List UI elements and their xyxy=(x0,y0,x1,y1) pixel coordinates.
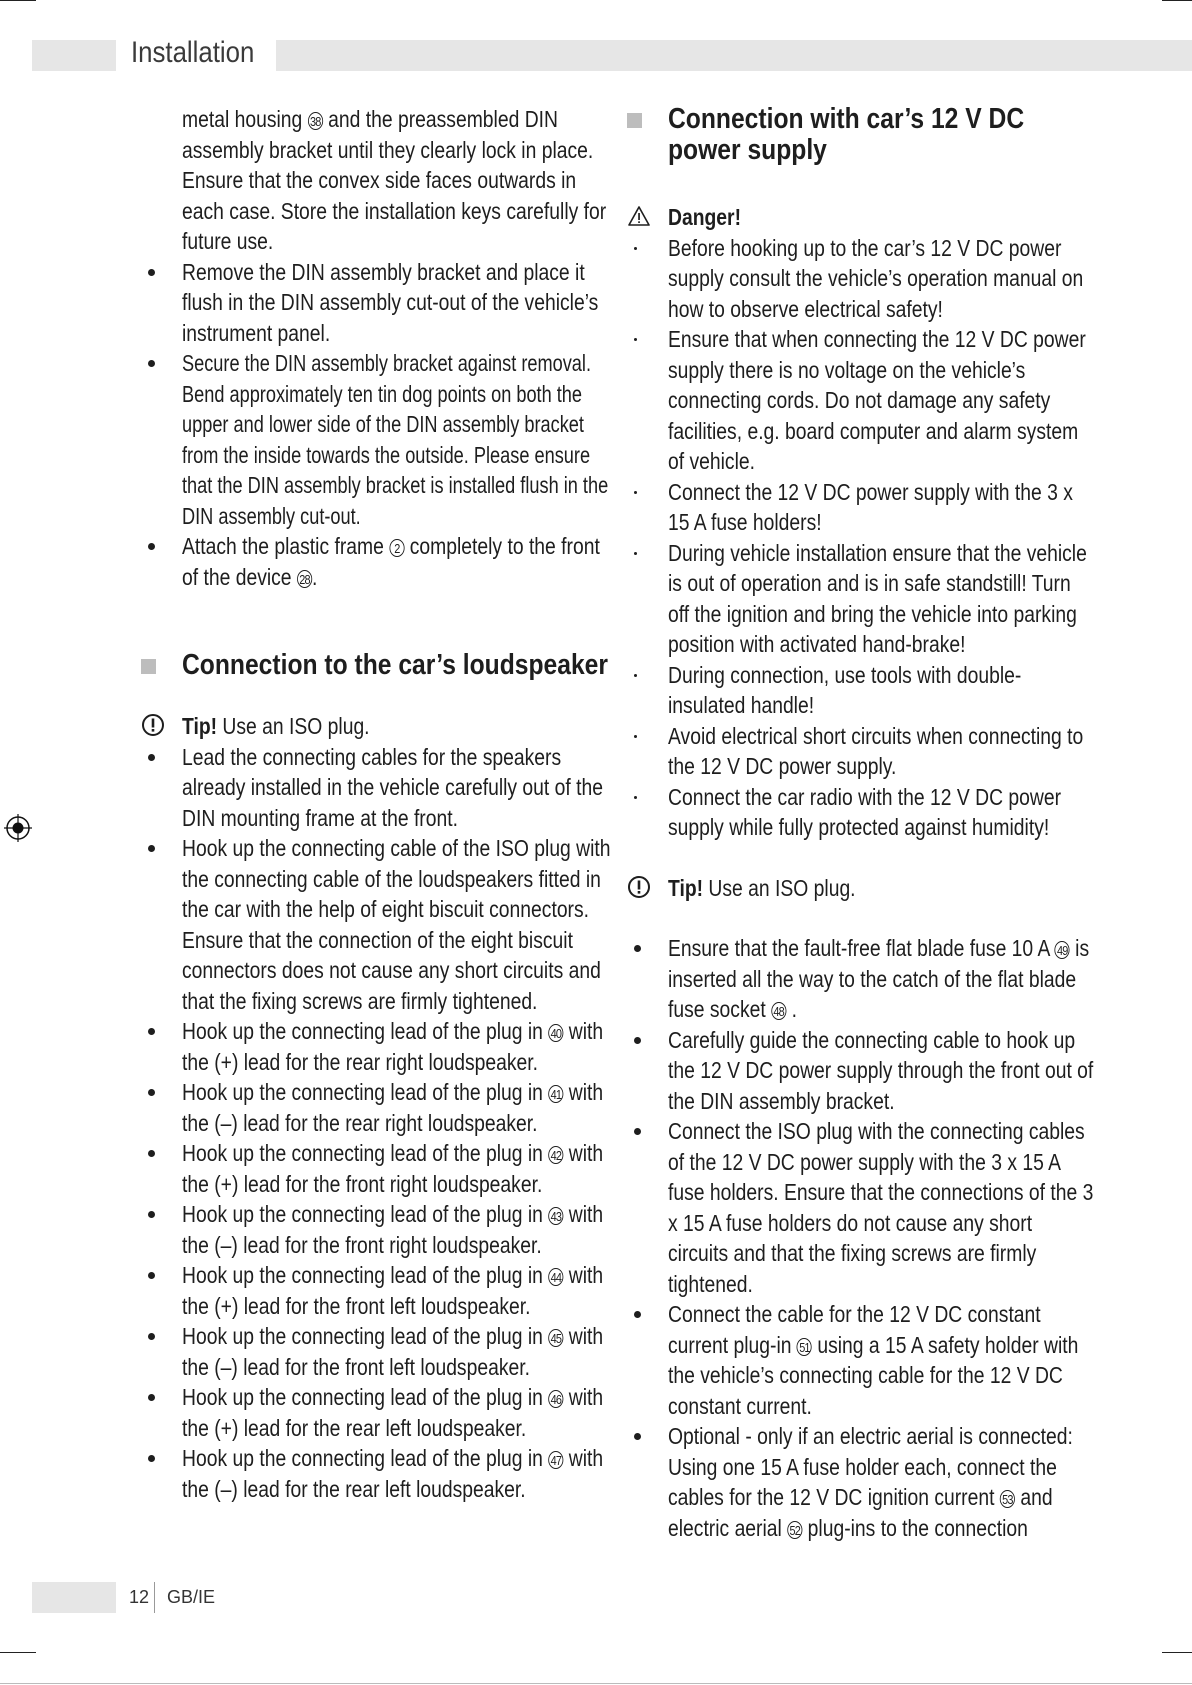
header-band-right xyxy=(276,40,1192,71)
section-square-icon xyxy=(141,659,156,674)
danger-item: Avoid electrical short circuits when connecting to the 12 V DC power supply. xyxy=(668,722,1084,779)
ref-number: 40 xyxy=(548,1024,563,1042)
ref-number: 44 xyxy=(548,1268,563,1286)
trim-line xyxy=(0,1683,1192,1684)
ref-number: 41 xyxy=(548,1085,563,1103)
registration-mark-icon xyxy=(4,814,32,842)
danger-item: During connection, use tools with double-insulated handle! xyxy=(668,661,1022,718)
danger-item: During vehicle installation ensure that the vehicle is out of operation and is in safe standstill! Turn off the ignition and bring the vehicle into parking position with activated hand-brake! xyxy=(668,539,1087,657)
ref-number: 45 xyxy=(548,1329,563,1347)
right-column xyxy=(627,104,1097,1543)
danger-line: Danger! xyxy=(627,202,1097,233)
list-item: Hook up the connecting lead of the plug in 45 with the (–) lead for the front left loudspeaker. xyxy=(182,1323,604,1380)
footer-divider xyxy=(154,1582,155,1613)
list-item: Hook up the connecting lead of the plug in 46 with the (+) lead for the rear left loudspeaker. xyxy=(182,1384,604,1441)
list-item: Attach the plastic frame 2 completely to the front of the device 28 . xyxy=(182,533,600,590)
country-code: GB/IE xyxy=(167,1587,216,1607)
page-number: 12 xyxy=(129,1587,150,1607)
header-band-left xyxy=(32,40,116,71)
list-item: Hook up the connecting lead of the plug in 47 with the (–) lead for the rear left loudspeaker. xyxy=(182,1445,604,1502)
danger-item: Connect the 12 V DC power supply with the 3 x 15 A fuse holders! xyxy=(668,478,1073,535)
crop-mark xyxy=(0,0,36,1)
danger-item: Connect the car radio with the 12 V DC power supply while fully protected against humidity! xyxy=(668,783,1062,840)
list-item: Remove the DIN assembly bracket and place it flush in the DIN assembly cut-out of the vehicle’s instrument panel. xyxy=(182,258,599,346)
list-item: Hook up the connecting lead of the plug in 44 with the (+) lead for the front left loudspeaker. xyxy=(182,1262,604,1319)
crop-mark xyxy=(0,1652,36,1653)
footer-band xyxy=(32,1582,116,1613)
list-item: Hook up the connecting lead of the plug in 43 with the (–) lead for the front right loudspeaker. xyxy=(182,1201,604,1258)
list-item: Hook up the connecting lead of the plug in 41 with the (–) lead for the rear right loudspeaker. xyxy=(182,1079,604,1136)
ref-number: 51 xyxy=(797,1338,812,1356)
ref-number: 42 xyxy=(548,1146,563,1164)
list-item: Hook up the connecting cable of the ISO plug with the connecting cable of the loudspeakers fitted in the car with the help of eight biscuit connectors. Ensure that the connection of the eight biscuit connectors does not cause any short circuits and that the fixing screws are firmly tightened. xyxy=(182,835,611,1014)
ref-number: 2 xyxy=(389,539,404,557)
tip-line: Tip! Use an ISO plug. xyxy=(627,873,1097,904)
ref-number: 47 xyxy=(548,1451,563,1469)
ref-number: 49 xyxy=(1055,941,1070,959)
list-item: Carefully guide the connecting cable to hook up the 12 V DC power supply through the front out of the DIN assembly bracket. xyxy=(668,1026,1094,1114)
list-item: Lead the connecting cables for the speakers already installed in the vehicle carefully out of the DIN mounting frame at the front. xyxy=(182,743,603,831)
left-column xyxy=(141,104,611,1504)
section-heading: Connection with car’s 12 V DC power supply xyxy=(627,104,1097,166)
tip-line: Tip! Use an ISO plug. xyxy=(141,711,611,742)
section-square-icon xyxy=(627,113,642,128)
danger-item: Ensure that when connecting the 12 V DC power supply there is no voltage on the vehicle’s connecting cords. Do not damage any safety facilities, e.g. board computer and alarm system of vehicle. xyxy=(668,326,1086,474)
list-item: Secure the DIN assembly bracket against removal. Bend approximately ten tin dog points on both the upper and lower side of the DIN assembly bracket from the inside towards the outside. Please ensure that the DIN assembly bracket is installed flush in the DIN assembly cut-out. xyxy=(182,350,609,529)
ref-number: 48 xyxy=(771,1002,786,1020)
ref-number: 38 xyxy=(308,112,323,130)
ref-number: 46 xyxy=(548,1390,563,1408)
list-item: Hook up the connecting lead of the plug in 42 with the (+) lead for the front right loudspeaker. xyxy=(182,1140,604,1197)
list-item: Optional - only if an electric aerial is connected: Using one 15 A fuse holder each, connect the cables for the 12 V DC ignition current 53 and electric aerial 52 plug-ins to the connection xyxy=(668,1423,1073,1541)
ref-number: 52 xyxy=(787,1521,802,1539)
list-item: Hook up the connecting lead of the plug in 40 with the (+) lead for the rear right loudspeaker. xyxy=(182,1018,604,1075)
page-section-title: Installation xyxy=(131,36,255,69)
danger-item: Before hooking up to the car’s 12 V DC power supply consult the vehicle’s operation manual on how to observe electrical safety! xyxy=(668,234,1084,322)
list-item: Ensure that the fault-free flat blade fuse 10 A 49 is inserted all the way to the catch of the flat blade fuse socket 48 . xyxy=(668,935,1090,1022)
ref-number: 28 xyxy=(297,570,312,588)
list-item: Connect the ISO plug with the connecting cables of the 12 V DC power supply with the 3 x 15 A fuse holders. Ensure that the connections of the 3 x 15 A fuse holders do not cause any short circuits and that the fixing screws are firmly tightened. xyxy=(668,1118,1094,1297)
list-item: Connect the cable for the 12 V DC constant current plug-in 51 using a 15 A safety holder with the vehicle’s connecting cable for the 12 V DC constant current. xyxy=(668,1301,1079,1419)
crop-mark xyxy=(1162,0,1192,1)
section-heading: Connection to the car’s loudspeaker xyxy=(141,650,611,681)
ref-number: 43 xyxy=(548,1207,563,1225)
crop-mark xyxy=(1162,1652,1192,1653)
ref-number: 53 xyxy=(1000,1490,1015,1508)
intro-paragraph: metal housing 38 and the preassembled DIN assembly bracket until they clearly lock in place. Ensure that the convex side faces outwards in each case. Store the installation keys carefully for future use. xyxy=(182,106,607,254)
